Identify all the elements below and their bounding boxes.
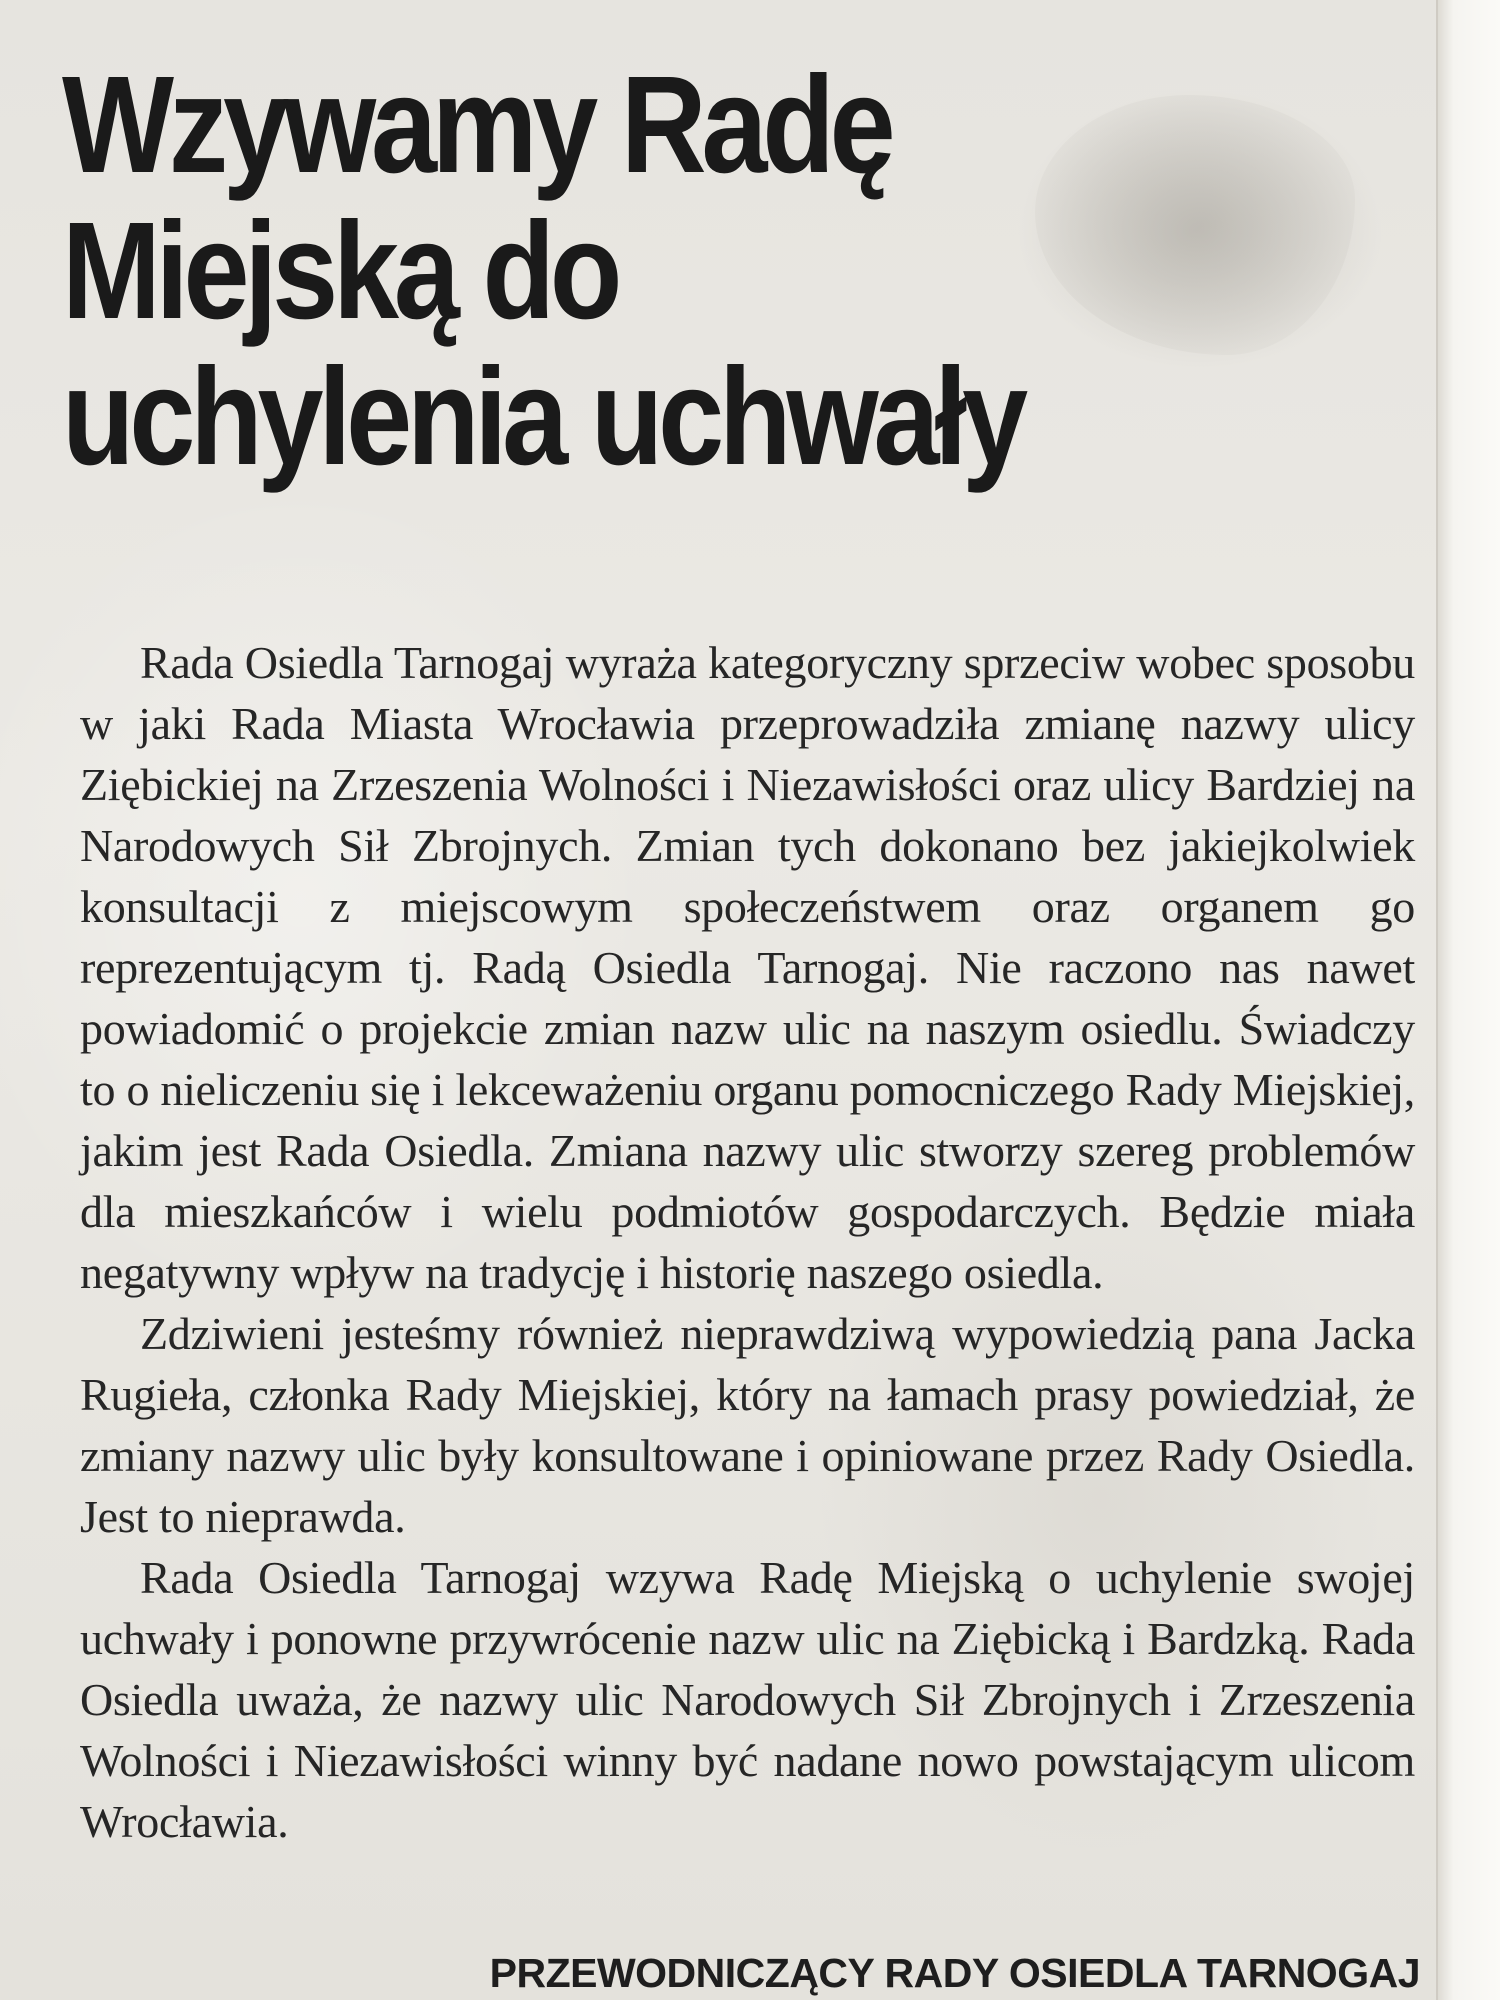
headline-line-3: uchylenia uchwały	[62, 340, 1023, 494]
headline-line-2: Miejską do	[62, 194, 618, 348]
page-edge	[1436, 0, 1500, 2000]
water-stain	[1035, 95, 1355, 355]
headline-line-1: Wzywamy Radę	[62, 48, 891, 202]
article-body	[80, 632, 1415, 1852]
article-paragraph-2: Zdziwieni jesteśmy również nieprawdziwą wypowiedzią pana Jacka Rugieła, członka Rady Miejskiej, który na łamach prasy powiedział, że zmiany nazwy ulic były konsultowane i opiniowane przez Rady Osiedla. Jest to nieprawda.	[80, 1308, 1415, 1542]
article-paragraph-1: Rada Osiedla Tarnogaj wyraża kategoryczny sprzeciw wobec sposobu w jaki Rada Miasta Wrocławia przeprowadziła zmianę nazwy ulicy Ziębickiej na Zrzeszenia Wolności i Niezawisłości oraz ulicy Bardziej na Narodowych Sił Zbrojnych. Zmian tych dokonano bez jakiejkolwiek konsultacji z miejscowym społeczeństwem oraz organem go reprezentującym tj. Radą Osiedla Tarnogaj. Nie raczono nas nawet powiadomić o projekcie zmian nazw ulic na naszym osiedlu. Świadczy to o nieliczeniu się i lekceważeniu organu pomocniczego Rady Miejskiej, jakim jest Rada Osiedla. Zmiana nazwy ulic stworzy szereg problemów dla mieszkańców i wielu podmiotów gospodarczych. Będzie miała negatywny wpływ na tradycję i historię naszego osiedla.	[80, 637, 1415, 1298]
article-paragraph-3: Rada Osiedla Tarnogaj wzywa Radę Miejską o uchylenie swojej uchwały i ponowne przywrócenie nazw ulic na Ziębicką i Bardzką. Rada Osiedla uważa, że nazwy ulic Narodowych Sił Zbrojnych i Zrzeszenia Wolności i Niezawisłości winny być nadane nowo powstającym ulicom Wrocławia.	[80, 1552, 1415, 1847]
signature: PRZEWODNICZĄCY RADY OSIEDLA TARNOGAJ	[489, 1950, 1420, 1996]
headline	[62, 48, 1051, 494]
